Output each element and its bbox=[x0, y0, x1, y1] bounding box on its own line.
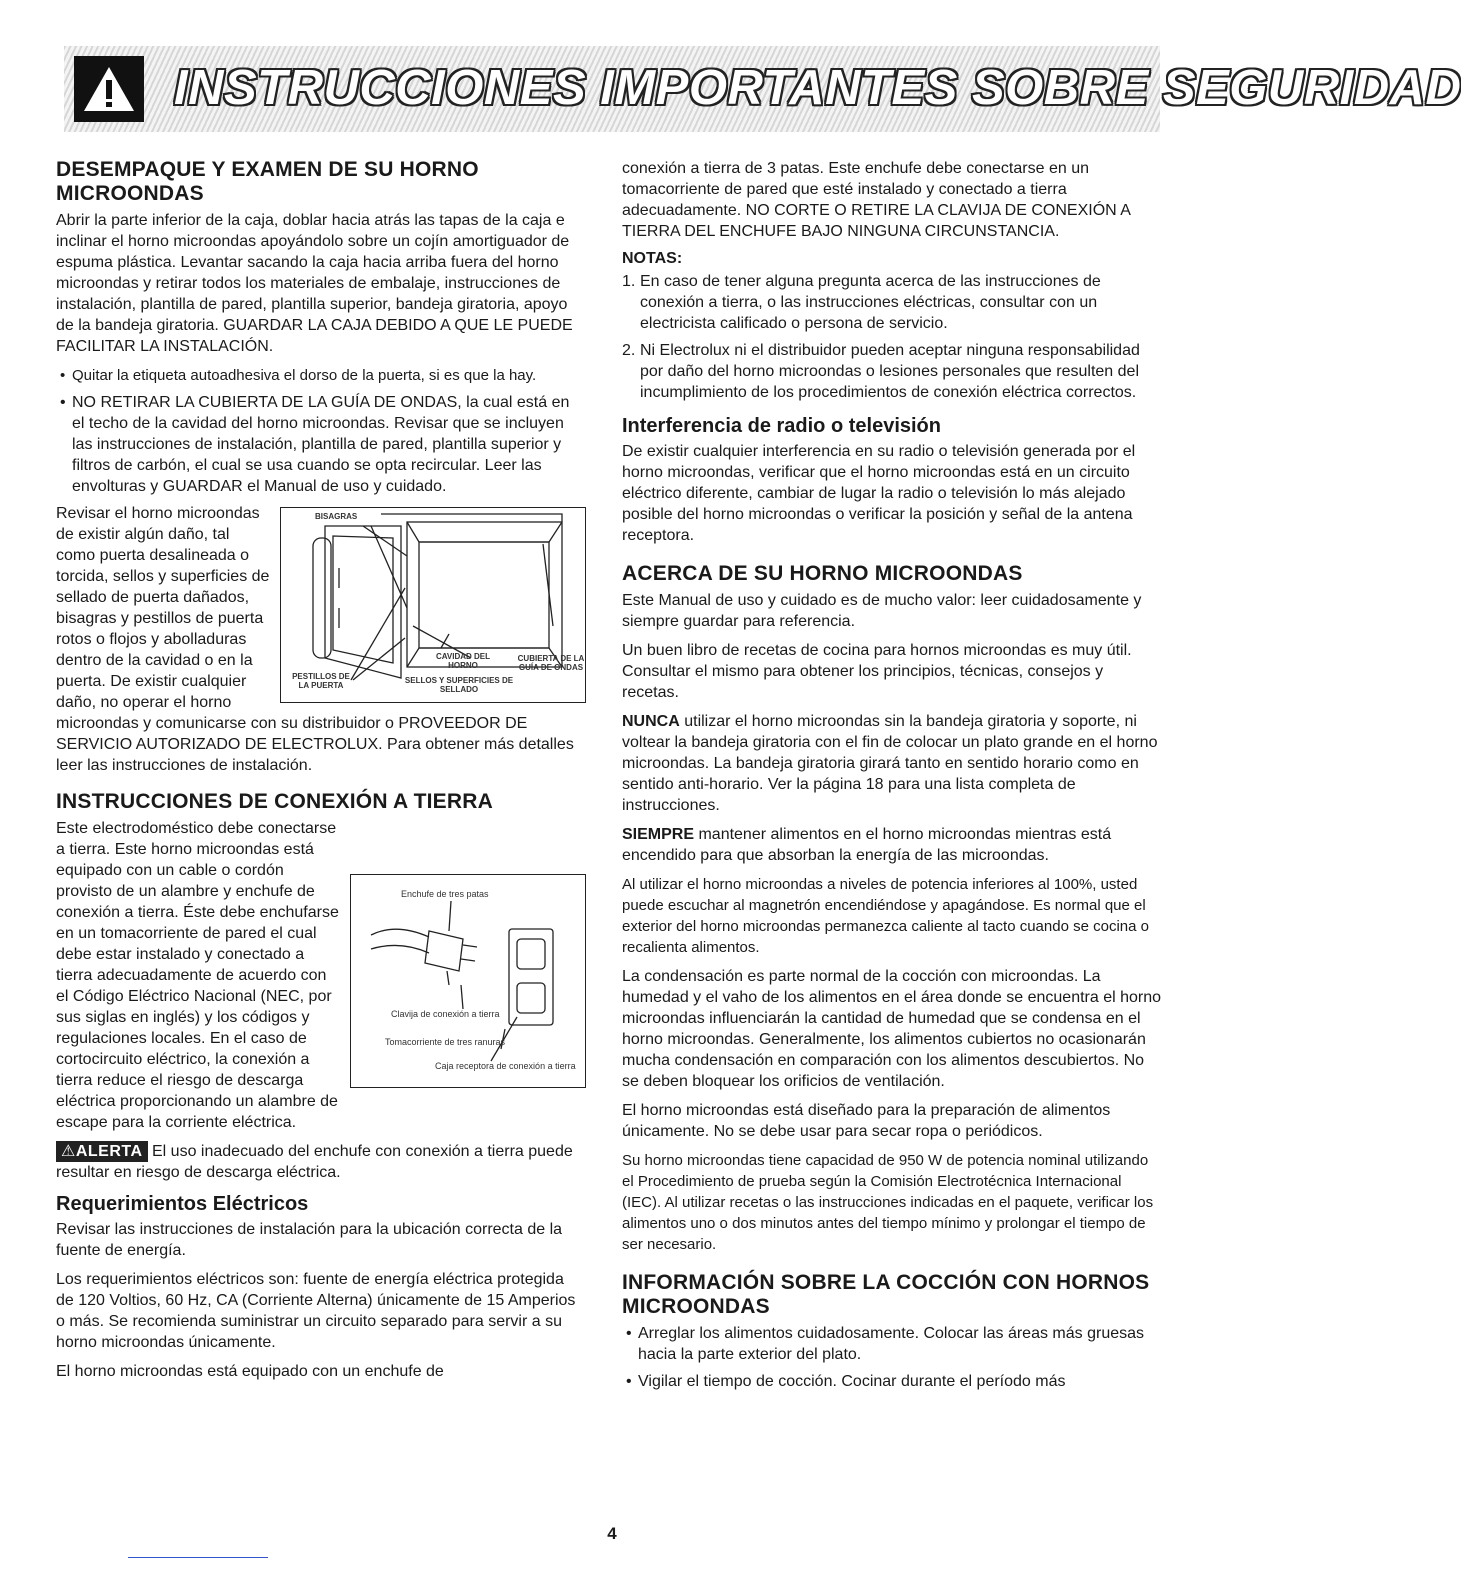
ground-paragraph: Este electrodoméstico debe conectarse a tierra. Este horno microondas está equipado con un cable o cordón provisto de un alambre y enchufe de conexión a tierra. Éste debe enchufarse en un tomacorriente de pared el cual debe estar instalado y conectado a tierra adecuadamente de acuerdo con el Código Eléctrico Nacional (NEC, por sus siglas en inglés) y los códigos y regulaciones locales. En el caso de cortocircuito eléctrico, la conexión a tierra reduce el riesgo de descarga eléctrica proporcionando un alambre de escape para la corriente eléctrica. bbox=[56, 820, 339, 1132]
oven-diagram bbox=[280, 507, 586, 703]
label-plug: Enchufe de tres patas bbox=[401, 889, 489, 900]
header-banner bbox=[64, 46, 1461, 132]
elec-paragraph-1: Revisar las instrucciones de instalación para la ubicación correcta de la fuente de energía. bbox=[56, 1221, 563, 1260]
elec-paragraph-3: El horno microondas está equipado con un enchufe de bbox=[56, 1363, 444, 1381]
label-ground-pin: Clavija de conexión a tierra bbox=[391, 1009, 500, 1020]
cooking-info-heading: INFORMACIÓN SOBRE LA COCCIÓN CON HORNOS MICROONDAS bbox=[622, 1271, 1150, 1319]
alert-label: ALERTA bbox=[75, 1143, 143, 1161]
label-cavity: CAVIDAD DEL HORNO bbox=[435, 652, 491, 671]
inspect-paragraph: Revisar el horno microondas de existir algún daño, tal como puerta desalineada o torcida, sellos y superficies de sellado de puerta dañados, bisagras y pestillos de puerta rotos o flojos y abolladuras dentro de la cavidad o en la puerta. De existir cualquier daño, no operar el horno microondas y comunicarse con su distribuidor o PROVEEDOR DE SERVICIO AUTORIZADO DE ELECTROLUX. Para obtener más detalles leer las instrucciones de instalación. bbox=[56, 505, 574, 775]
unpack-bullet-2-text: NO RETIRAR LA CUBIERTA DE LA GUÍA DE ONDAS, la cual está en el techo de la cavidad del horno microondas. Revisar que se incluyen las instrucciones de instalación, plantilla de pared, plantilla superior y filtros de carbón, el cual se usa cuando se opta recircular. Leer las envolturas y GUARDAR el Manual de uso y cuidado. bbox=[72, 394, 570, 496]
note-2 bbox=[622, 340, 1162, 403]
never-label: NUNCA bbox=[622, 713, 680, 731]
continued-paragraph: conexión a tierra de 3 patas. Este enchufe debe conectarse en un tomacorriente de pared que esté instalado y conectado a tierra adecuadamente. NO CORTE O RETIRE LA CLAVIJA DE CONEXIÓN A TIERRA DEL ENCHUFE BAJO NINGUNA CIRCUNSTANCIA. bbox=[622, 160, 1131, 240]
ground-heading: INSTRUCCIONES DE CONEXIÓN A TIERRA bbox=[56, 790, 493, 814]
page-title: INSTRUCCIONES IMPORTANTES SOBRE SEGURIDAD bbox=[174, 61, 1461, 115]
about-paragraph-4 bbox=[622, 824, 1162, 866]
unpack-bullets bbox=[56, 365, 586, 497]
interference-heading: Interferencia de radio o televisión bbox=[622, 415, 941, 437]
about-paragraph-1: Este Manual de uso y cuidado es de mucho valor: leer cuidadosamente y siempre guardar para referencia. bbox=[622, 592, 1142, 631]
notes-heading: NOTAS: bbox=[622, 250, 683, 267]
note-1 bbox=[622, 271, 1162, 334]
about-paragraph-7: El horno microondas está diseñado para la preparación de alimentos únicamente. No se debe usar para secar ropa o periódicos. bbox=[622, 1102, 1111, 1141]
about-paragraph-3 bbox=[622, 711, 1162, 816]
label-ground-box: Caja receptora de conexión a tierra bbox=[435, 1061, 576, 1072]
interference-paragraph: De existir cualquier interferencia en su radio o televisión generada por el horno microondas, verificar que el horno microondas está en un circuito eléctrico diferente, cambiar de lugar la radio o televisión lo más alejado posible del horno microondas o verificar la posición y señal de la antena receptora. bbox=[622, 443, 1136, 544]
label-hinges: BISAGRAS bbox=[315, 512, 358, 522]
about-paragraph-3-text: utilizar el horno microondas sin la bandeja giratoria y soporte, ni voltear la bandeja giratoria con el fin de colocar un plato grande en el horno microondas. La bandeja giratoria girará tanto en sentido horario como en sentido anti-horario. Ver la página 18 para una lista completa de instrucciones. bbox=[622, 713, 1158, 815]
about-paragraph-5: Al utilizar el horno microondas a niveles de potencia inferiores al 100%, usted puede escuchar al magnetrón encendiéndose y apagándose. Es normal que el exterior del horno microondas permanezca caliente al tacto cuando se cocina o recalienta alimentos. bbox=[622, 876, 1149, 957]
cooking-bullet-2 bbox=[622, 1371, 1162, 1392]
left-column bbox=[56, 158, 586, 1390]
unpack-bullet-1 bbox=[56, 365, 586, 386]
label-waveguide-cover: CUBIERTA DE LA GUÍA DE ONDAS bbox=[517, 654, 585, 673]
plug-diagram-drawing bbox=[351, 875, 584, 1086]
label-door-latches: PESTILLOS DE LA PUERTA bbox=[292, 672, 350, 691]
elec-paragraph-2: Los requerimientos eléctricos son: fuente de energía eléctrica protegida de 120 Voltios, 60 Hz, CA (Corriente Alterna) únicamente de 15 Amperios o más. Se recomienda suministrar un circuito separado para servir a su horno microondas únicamente. bbox=[56, 1271, 576, 1352]
note-1-text: En caso de tener alguna pregunta acerca de las instrucciones de conexión a tierra, o las instrucciones eléctricas, consultar con un electricista calificado o persona de servicio. bbox=[640, 273, 1101, 332]
plug-diagram bbox=[350, 874, 586, 1088]
alert-badge bbox=[56, 1141, 148, 1162]
warning-triangle-icon bbox=[80, 62, 138, 116]
cooking-bullet-1 bbox=[622, 1323, 1162, 1365]
cooking-bullet-2-text: Vigilar el tiempo de cocción. Cocinar durante el período más bbox=[638, 1373, 1066, 1391]
footer-rule bbox=[128, 1557, 268, 1558]
alert-text: El uso inadecuado del enchufe con conexión a tierra puede resultar en riesgo de descarga eléctrica. bbox=[56, 1143, 573, 1182]
about-heading: ACERCA DE SU HORNO MICROONDAS bbox=[622, 562, 1023, 585]
note-2-number: 2. bbox=[622, 342, 636, 359]
right-column bbox=[622, 158, 1162, 1398]
about-paragraph-8: Su horno microondas tiene capacidad de 950 W de potencia nominal utilizando el Procedimiento de prueba según la Comisión Electrotécnica Internacional (IEC). Al utilizar recetas o las instrucciones indicadas en el paquete, verificar los alimentos uno o dos minutos antes del tiempo mínimo y prolongar el tiempo de ser necesario. bbox=[622, 1152, 1154, 1254]
about-paragraph-2: Un buen libro de recetas de cocina para hornos microondas es muy útil. Consultar el mismo para obtener los principios, técnicas, consejos y recetas. bbox=[622, 642, 1132, 702]
warning-icon-box bbox=[74, 56, 144, 122]
unpack-bullet-2 bbox=[56, 392, 586, 497]
about-paragraph-4-text: mantener alimentos en el horno microondas mientras está encendido para que absorban la energía de las microondas. bbox=[622, 826, 1112, 865]
notes-list bbox=[622, 271, 1162, 403]
ground-alert-paragraph bbox=[56, 1141, 586, 1183]
label-outlet: Tomacorriente de tres ranuras bbox=[385, 1037, 506, 1048]
always-label: SIEMPRE bbox=[622, 826, 695, 844]
note-1-number: 1. bbox=[622, 273, 636, 290]
unpack-paragraph: Abrir la parte inferior de la caja, doblar hacia atrás las tapas de la caja e inclinar el horno microondas apoyándolo sobre un cojín amortiguador de espuma plástica. Levantar sacando la caja hacia arriba fuera del horno microondas y retirar todos los materiales de embalaje, instrucciones de instalación, plantilla de pared, plantilla superior, bandeja giratoria, apoyo de la bandeja giratoria. GUARDAR LA CAJA DEBIDO A QUE LE PUEDE FACILITAR LA INSTALACIÓN. bbox=[56, 212, 573, 356]
page-number: 4 bbox=[607, 1524, 617, 1543]
unpack-bullet-1-text: Quitar la etiqueta autoadhesiva el dorso de la puerta, si es que la hay. bbox=[72, 367, 537, 385]
cooking-info-bullets bbox=[622, 1323, 1162, 1392]
label-seals: SELLOS Y SUPERFICIES DE SELLADO bbox=[404, 676, 514, 695]
elec-heading: Requerimientos Eléctricos bbox=[56, 1193, 309, 1216]
unpack-heading: DESEMPAQUE Y EXAMEN DE SU HORNO MICROONDAS bbox=[56, 158, 479, 206]
note-2-text: Ni Electrolux ni el distribuidor pueden aceptar ninguna responsabilidad por daño del horno microondas o lesiones personales que resulten del incumplimiento de los procedimientos de conexión eléctrica correctos. bbox=[640, 342, 1140, 401]
about-paragraph-6: La condensación es parte normal de la cocción con microondas. La humedad y el vaho de los alimentos en el área donde se encuentra el horno microondas influenciarán la cantidad de humedad que se condensa en el horno microondas. Generalmente, los alimentos cubiertos no ocasionarán mucha condensación en comparación con los alimentos descubiertos. No se deben bloquear los orificios de ventilación. bbox=[622, 968, 1162, 1091]
cooking-bullet-1-text: Arreglar los alimentos cuidadosamente. Colocar las áreas más gruesas hacia la parte exterior del plato. bbox=[638, 1325, 1145, 1364]
alert-icon: ⚠ bbox=[61, 1143, 76, 1161]
